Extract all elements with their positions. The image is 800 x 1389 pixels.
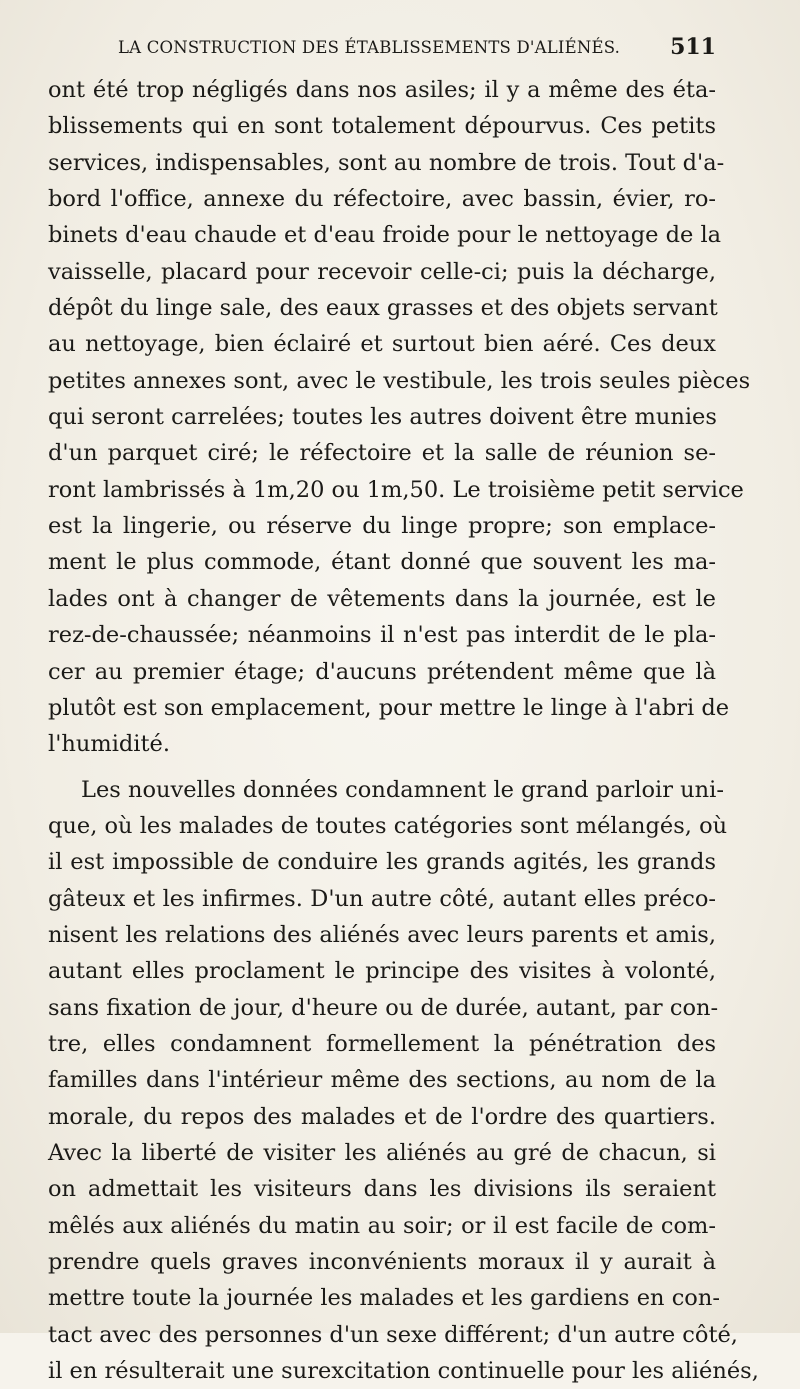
text-line: lades ont à changer de vêtements dans la journée, est le — [48, 585, 716, 612]
text-line: rez-de-chaussée; néanmoins il n'est pas interdit de le pla- — [48, 622, 716, 649]
text-line: mettre toute la journée les malades et les gardiens en con- — [48, 1285, 720, 1312]
text-line: il est impossible de conduire les grands agités, les grands — [48, 849, 716, 876]
text-line: que, où les malades de toutes catégories sont mélangés, où — [48, 812, 728, 839]
text-line: est la lingerie, ou réserve du linge propre; son emplace- — [48, 513, 716, 540]
text-line: gâteux et les infirmes. D'un autre côté, autant elles préco- — [48, 885, 716, 912]
text-line: l'humidité. — [48, 731, 171, 758]
text-line: petites annexes sont, avec le vestibule, les trois seules pièces — [48, 367, 751, 394]
body-text — [48, 72, 759, 1389]
paragraph — [48, 772, 759, 1389]
text-line: il en résulterait une surexcitation continuelle pour les aliénés, — [48, 1358, 759, 1385]
text-line: nisent les relations des aliénés avec leurs parents et amis, — [48, 921, 716, 948]
text-line: ront lambrissés à 1m,20 ou 1m,50. Le troisième petit service — [48, 476, 744, 503]
text-line: cer au premier étage; d'aucuns prétendent même que là — [48, 658, 716, 685]
text-line: blissements qui en sont totalement dépourvus. Ces petits — [48, 113, 716, 140]
paragraph-break — [48, 763, 716, 772]
text-line: qui seront carrelées; toutes les autres doivent être munies — [48, 404, 717, 431]
text-line: autant elles proclament le principe des visites à volonté, — [48, 958, 716, 985]
text-line: binets d'eau chaude et d'eau froide pour le nettoyage de la — [48, 222, 722, 249]
text-line: au nettoyage, bien éclairé et surtout bien aéré. Ces deux — [48, 331, 716, 358]
text-line: prendre quels graves inconvénients moraux il y aurait à — [48, 1249, 716, 1275]
running-title: LA CONSTRUCTION DES ÉTABLISSEMENTS D'ALIÉNÉS. — [118, 38, 621, 57]
text-line: familles dans l'intérieur même des sections, au nom de la — [48, 1067, 716, 1094]
text-line: tre, elles condamnent formellement la pénétration des — [48, 1030, 716, 1057]
text-line: tact avec des personnes d'un sexe différent; d'un autre côté, — [48, 1321, 738, 1348]
text-line: dépôt du linge sale, des eaux grasses et des objets servant — [48, 295, 718, 322]
text-line: plutôt est son emplacement, pour mettre le linge à l'abri de — [48, 694, 730, 721]
text-line: mêlés aux aliénés du matin au soir; or il est facile de com- — [48, 1212, 716, 1239]
text-line: bord l'office, annexe du réfectoire, avec bassin, évier, ro- — [48, 186, 716, 213]
page-header — [96, 34, 716, 62]
text-line: morale, du repos des malades et de l'ordre des quartiers. — [48, 1103, 716, 1130]
text-line: on admettait les visiteurs dans les divisions ils seraient — [48, 1176, 716, 1203]
text-line: Les nouvelles données condamnent le grand parloir uni- — [81, 776, 724, 803]
paragraph — [48, 72, 751, 763]
text-line: services, indispensables, sont au nombre de trois. Tout d'a- — [48, 149, 725, 176]
text-line: d'un parquet ciré; le réfectoire et la salle de réunion se- — [48, 440, 716, 467]
text-line: sans fixation de jour, d'heure ou de durée, autant, par con- — [48, 994, 719, 1021]
text-line: ont été trop négligés dans nos asiles; il y a même des éta- — [48, 77, 716, 103]
text-line: vaisselle, placard pour recevoir celle-ci; puis la décharge, — [48, 258, 716, 285]
text-line: ment le plus commode, étant donné que souvent les ma- — [48, 549, 716, 576]
page-number: 511 — [670, 34, 716, 60]
text-line: Avec la liberté de visiter les aliénés au gré de chacun, si — [48, 1139, 716, 1166]
